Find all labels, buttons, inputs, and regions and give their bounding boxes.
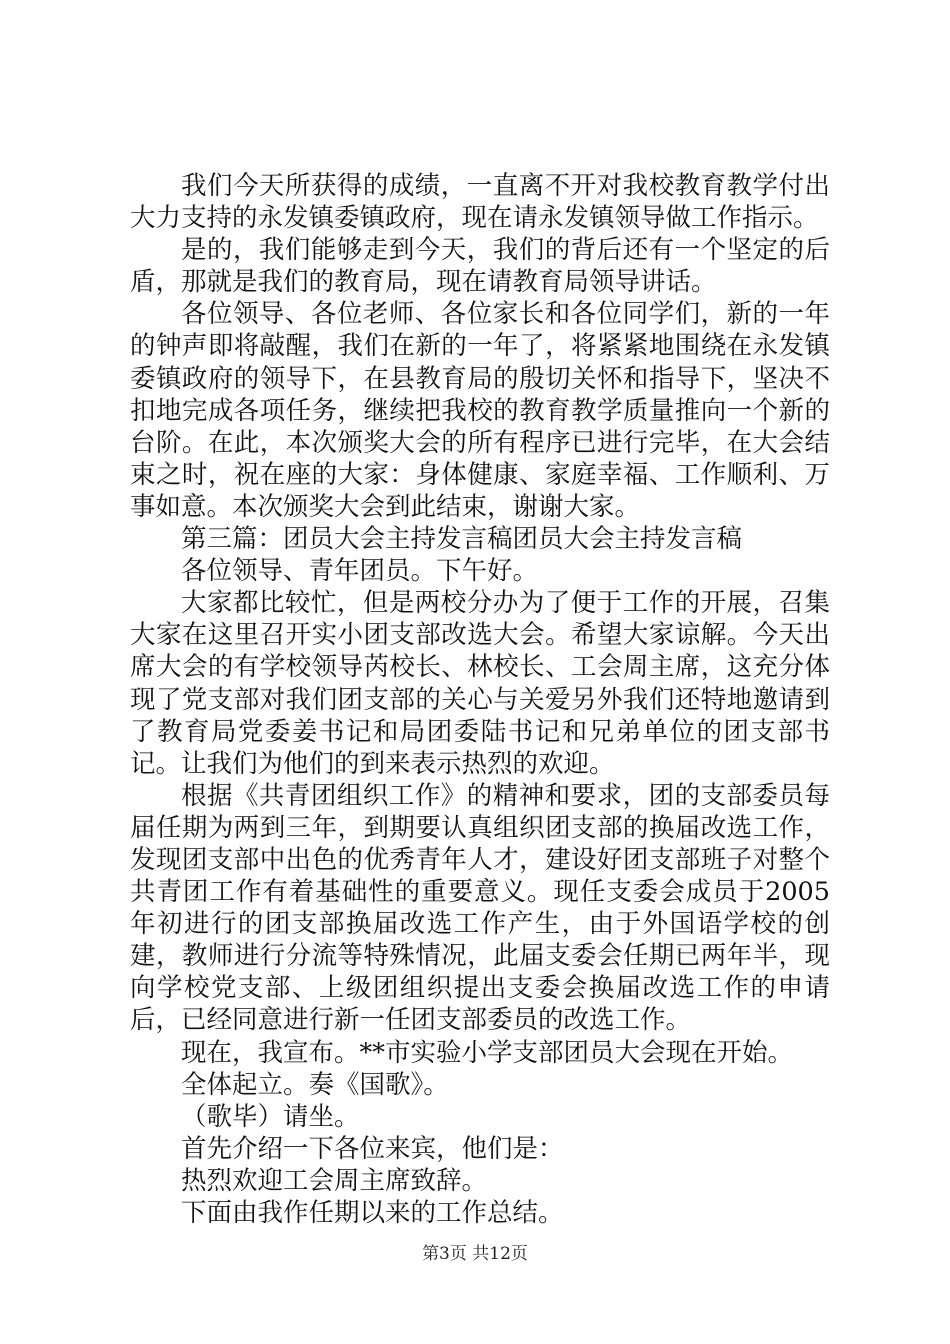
paragraph: 我们今天所获得的成绩，一直离不开对我校教育教学付出大力支持的永发镇委镇政府，现在请永发镇领导做工作指示。 <box>130 171 830 234</box>
greeting: 各位领导、青年团员。下午好。 <box>181 556 539 587</box>
paragraph: 全体起立。奏《国歌》。 <box>181 1069 449 1100</box>
paragraph: （歌毕）请坐。 <box>181 1101 360 1132</box>
page-footer: 第3页 共12页 <box>422 1244 528 1264</box>
paragraph: 现在，我宣布。**市实验小学支部团员大会现在开始。 <box>181 1037 794 1068</box>
paragraph: 根据《共青团组织工作》的精神和要求，团的支部委员每届任期为两到三年，到期要认真组织团支部的换届改选工作，发现团支部中出色的优秀青年人才，建设好团支部班子对整个共青团工作有着基础性的重要意义。现任支委会成员于2005年初进行的团支部换届改选工作产生，由于外国语学校的创建，教师进行分流等特殊情况，此届支委会任期已两年半，现向学校党支部、上级团组织提出支委会换届改选工作的申请后，已经同意进行新一任团支部委员的改选工作。 <box>130 780 830 1036</box>
paragraph: 热烈欢迎工会周主席致辞。 <box>181 1165 488 1196</box>
section-heading: 第三篇：团员大会主持发言稿团员大会主持发言稿 <box>181 524 743 555</box>
paragraph: 大家都比较忙，但是两校分办为了便于工作的开展，召集大家在这里召开实小团支部改选大会。希望大家谅解。今天出席大会的有学校领导芮校长、林校长、工会周主席，这充分体现了党支部对我们团支部的关心与关爱另外我们还特地邀请到了教育局党委姜书记和局团委陆书记和兄弟单位的团支部书记。让我们为他们的到来表示热烈的欢迎。 <box>130 588 830 779</box>
paragraph: 下面由我作任期以来的工作总结。 <box>181 1198 564 1228</box>
document-body <box>130 170 830 1229</box>
paragraph: 各位领导、各位老师、各位家长和各位同学们，新的一年的钟声即将敲醒，我们在新的一年了，将紧紧地围绕在永发镇委镇政府的领导下，在县教育局的殷切关怀和指导下，坚决不扣地完成各项任务，继续把我校的教育教学质量推向一个新的台阶。在此，本次颁奖大会的所有程序已进行完毕，在大会结束之时，祝在座的大家：身体健康、家庭幸福、工作顺利、万事如意。本次颁奖大会到此结束，谢谢大家。 <box>130 299 830 522</box>
paragraph: 是的，我们能够走到今天，我们的背后还有一个坚定的后盾，那就是我们的教育局，现在请教育局领导讲话。 <box>130 235 830 298</box>
paragraph: 首先介绍一下各位来宾，他们是： <box>181 1133 564 1164</box>
